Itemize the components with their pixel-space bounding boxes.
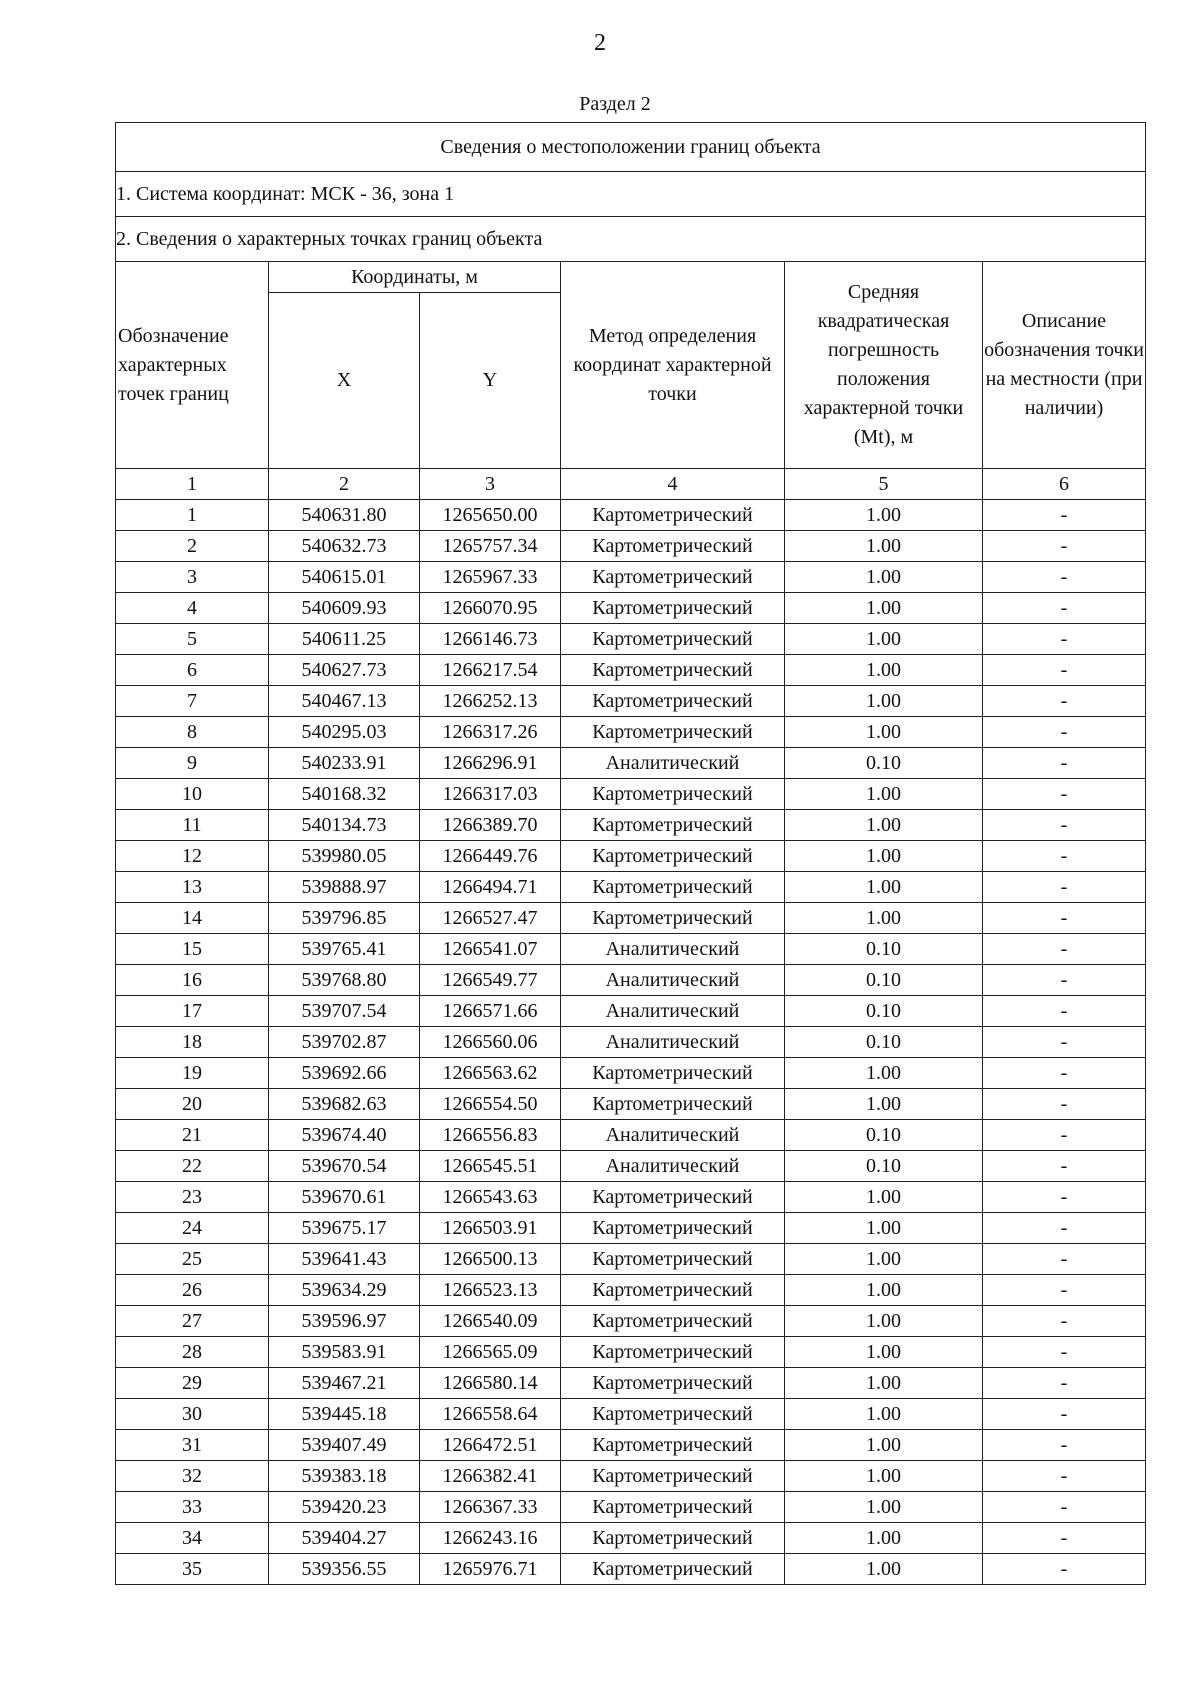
cell-y: 1266389.70 bbox=[420, 810, 561, 841]
cell-error: 1.00 bbox=[785, 562, 983, 593]
cell-point-number: 16 bbox=[116, 965, 269, 996]
cell-x: 539420.23 bbox=[269, 1492, 420, 1523]
cell-error: 1.00 bbox=[785, 1337, 983, 1368]
cell-y: 1265650.00 bbox=[420, 500, 561, 531]
page-number: 2 bbox=[594, 30, 606, 56]
column-number: 3 bbox=[420, 469, 561, 500]
cell-y: 1266558.64 bbox=[420, 1399, 561, 1430]
cell-method: Картометрический bbox=[561, 810, 785, 841]
cell-description: - bbox=[983, 934, 1146, 965]
cell-error: 1.00 bbox=[785, 1306, 983, 1337]
boundary-points-table bbox=[115, 122, 1146, 1585]
table-row bbox=[116, 1306, 1146, 1337]
cell-method: Картометрический bbox=[561, 717, 785, 748]
cell-x: 540134.73 bbox=[269, 810, 420, 841]
cell-point-number: 6 bbox=[116, 655, 269, 686]
cell-description: - bbox=[983, 779, 1146, 810]
cell-method: Картометрический bbox=[561, 624, 785, 655]
cell-y: 1266472.51 bbox=[420, 1430, 561, 1461]
cell-error: 1.00 bbox=[785, 1058, 983, 1089]
cell-method: Картометрический bbox=[561, 1399, 785, 1430]
cell-point-number: 29 bbox=[116, 1368, 269, 1399]
cell-error: 1.00 bbox=[785, 500, 983, 531]
cell-method: Картометрический bbox=[561, 500, 785, 531]
cell-description: - bbox=[983, 1492, 1146, 1523]
section-label: Раздел 2 bbox=[579, 93, 651, 115]
cell-point-number: 2 bbox=[116, 531, 269, 562]
cell-x: 539407.49 bbox=[269, 1430, 420, 1461]
cell-y: 1266296.91 bbox=[420, 748, 561, 779]
header-description: Описание обозначения точки на местности (при наличии) bbox=[983, 262, 1146, 469]
cell-error: 1.00 bbox=[785, 903, 983, 934]
table-row bbox=[116, 1523, 1146, 1554]
cell-description: - bbox=[983, 810, 1146, 841]
cell-x: 540611.25 bbox=[269, 624, 420, 655]
table-row bbox=[116, 655, 1146, 686]
cell-error: 1.00 bbox=[785, 810, 983, 841]
table-row bbox=[116, 686, 1146, 717]
cell-y: 1266317.26 bbox=[420, 717, 561, 748]
cell-x: 540632.73 bbox=[269, 531, 420, 562]
cell-method: Картометрический bbox=[561, 1213, 785, 1244]
cell-x: 539404.27 bbox=[269, 1523, 420, 1554]
cell-method: Картометрический bbox=[561, 1492, 785, 1523]
cell-description: - bbox=[983, 1244, 1146, 1275]
cell-error: 1.00 bbox=[785, 531, 983, 562]
cell-y: 1265757.34 bbox=[420, 531, 561, 562]
cell-method: Картометрический bbox=[561, 531, 785, 562]
cell-error: 1.00 bbox=[785, 1554, 983, 1585]
header-x: X bbox=[269, 293, 420, 469]
cell-x: 539692.66 bbox=[269, 1058, 420, 1089]
cell-error: 0.10 bbox=[785, 1151, 983, 1182]
table-row bbox=[116, 841, 1146, 872]
points-heading: 2. Сведения о характерных точках границ объекта bbox=[116, 217, 1146, 262]
cell-x: 539702.87 bbox=[269, 1027, 420, 1058]
cell-error: 1.00 bbox=[785, 1461, 983, 1492]
table-row bbox=[116, 531, 1146, 562]
cell-y: 1266243.16 bbox=[420, 1523, 561, 1554]
cell-y: 1266523.13 bbox=[420, 1275, 561, 1306]
cell-x: 539765.41 bbox=[269, 934, 420, 965]
cell-point-number: 12 bbox=[116, 841, 269, 872]
cell-x: 539768.80 bbox=[269, 965, 420, 996]
cell-error: 1.00 bbox=[785, 1523, 983, 1554]
cell-description: - bbox=[983, 1027, 1146, 1058]
table-row bbox=[116, 1151, 1146, 1182]
cell-y: 1266545.51 bbox=[420, 1151, 561, 1182]
cell-description: - bbox=[983, 562, 1146, 593]
cell-x: 540295.03 bbox=[269, 717, 420, 748]
cell-error: 1.00 bbox=[785, 1275, 983, 1306]
cell-x: 539796.85 bbox=[269, 903, 420, 934]
cell-point-number: 15 bbox=[116, 934, 269, 965]
cell-error: 1.00 bbox=[785, 593, 983, 624]
cell-method: Картометрический bbox=[561, 1430, 785, 1461]
cell-method: Аналитический bbox=[561, 965, 785, 996]
cell-description: - bbox=[983, 1058, 1146, 1089]
table-row bbox=[116, 717, 1146, 748]
cell-x: 539383.18 bbox=[269, 1461, 420, 1492]
table-row bbox=[116, 779, 1146, 810]
cell-y: 1266541.07 bbox=[420, 934, 561, 965]
cell-method: Картометрический bbox=[561, 1523, 785, 1554]
cell-y: 1266252.13 bbox=[420, 686, 561, 717]
table-row bbox=[116, 1120, 1146, 1151]
cell-method: Картометрический bbox=[561, 1244, 785, 1275]
cell-error: 1.00 bbox=[785, 1089, 983, 1120]
header-y: Y bbox=[420, 293, 561, 469]
cell-error: 1.00 bbox=[785, 1244, 983, 1275]
cell-error: 1.00 bbox=[785, 686, 983, 717]
cell-description: - bbox=[983, 686, 1146, 717]
header-error: Средняя квадратическая погрешность положения характерной точки (Mt), м bbox=[785, 262, 983, 469]
cell-error: 1.00 bbox=[785, 655, 983, 686]
table-row bbox=[116, 562, 1146, 593]
cell-description: - bbox=[983, 1120, 1146, 1151]
cell-description: - bbox=[983, 1213, 1146, 1244]
cell-description: - bbox=[983, 655, 1146, 686]
cell-point-number: 11 bbox=[116, 810, 269, 841]
table-row bbox=[116, 965, 1146, 996]
cell-x: 540467.13 bbox=[269, 686, 420, 717]
cell-point-number: 14 bbox=[116, 903, 269, 934]
table-row bbox=[116, 810, 1146, 841]
cell-point-number: 22 bbox=[116, 1151, 269, 1182]
coord-system: 1. Система координат: МСК - 36, зона 1 bbox=[116, 172, 1146, 217]
cell-y: 1266543.63 bbox=[420, 1182, 561, 1213]
cell-y: 1266494.71 bbox=[420, 872, 561, 903]
cell-error: 1.00 bbox=[785, 872, 983, 903]
cell-method: Картометрический bbox=[561, 655, 785, 686]
column-number: 2 bbox=[269, 469, 420, 500]
cell-description: - bbox=[983, 624, 1146, 655]
cell-point-number: 31 bbox=[116, 1430, 269, 1461]
cell-method: Картометрический bbox=[561, 593, 785, 624]
cell-method: Картометрический bbox=[561, 1182, 785, 1213]
cell-error: 0.10 bbox=[785, 748, 983, 779]
cell-error: 1.00 bbox=[785, 624, 983, 655]
cell-x: 539641.43 bbox=[269, 1244, 420, 1275]
table-row bbox=[116, 934, 1146, 965]
cell-y: 1266571.66 bbox=[420, 996, 561, 1027]
cell-method: Картометрический bbox=[561, 779, 785, 810]
cell-description: - bbox=[983, 1275, 1146, 1306]
cell-x: 539707.54 bbox=[269, 996, 420, 1027]
column-number-row bbox=[116, 469, 1146, 500]
cell-point-number: 28 bbox=[116, 1337, 269, 1368]
cell-method: Картометрический bbox=[561, 686, 785, 717]
table-row bbox=[116, 593, 1146, 624]
cell-point-number: 27 bbox=[116, 1306, 269, 1337]
cell-error: 1.00 bbox=[785, 779, 983, 810]
cell-x: 539467.21 bbox=[269, 1368, 420, 1399]
column-number: 1 bbox=[116, 469, 269, 500]
cell-point-number: 35 bbox=[116, 1554, 269, 1585]
cell-point-number: 24 bbox=[116, 1213, 269, 1244]
cell-error: 0.10 bbox=[785, 965, 983, 996]
cell-y: 1266527.47 bbox=[420, 903, 561, 934]
cell-error: 0.10 bbox=[785, 934, 983, 965]
column-number: 5 bbox=[785, 469, 983, 500]
cell-y: 1266563.62 bbox=[420, 1058, 561, 1089]
table-row bbox=[116, 1089, 1146, 1120]
cell-point-number: 33 bbox=[116, 1492, 269, 1523]
cell-description: - bbox=[983, 748, 1146, 779]
cell-description: - bbox=[983, 1399, 1146, 1430]
cell-y: 1266554.50 bbox=[420, 1089, 561, 1120]
cell-x: 540609.93 bbox=[269, 593, 420, 624]
table-row bbox=[116, 624, 1146, 655]
cell-error: 1.00 bbox=[785, 1399, 983, 1430]
cell-method: Картометрический bbox=[561, 1554, 785, 1585]
cell-point-number: 21 bbox=[116, 1120, 269, 1151]
cell-x: 539888.97 bbox=[269, 872, 420, 903]
cell-method: Аналитический bbox=[561, 1120, 785, 1151]
cell-method: Аналитический bbox=[561, 1027, 785, 1058]
cell-y: 1266560.06 bbox=[420, 1027, 561, 1058]
cell-error: 0.10 bbox=[785, 1120, 983, 1151]
cell-description: - bbox=[983, 841, 1146, 872]
cell-y: 1266565.09 bbox=[420, 1337, 561, 1368]
cell-point-number: 5 bbox=[116, 624, 269, 655]
cell-x: 540168.32 bbox=[269, 779, 420, 810]
cell-x: 539583.91 bbox=[269, 1337, 420, 1368]
table-row bbox=[116, 1337, 1146, 1368]
cell-x: 539980.05 bbox=[269, 841, 420, 872]
cell-method: Картометрический bbox=[561, 1275, 785, 1306]
cell-description: - bbox=[983, 1151, 1146, 1182]
table-row bbox=[116, 903, 1146, 934]
cell-y: 1266146.73 bbox=[420, 624, 561, 655]
cell-y: 1266556.83 bbox=[420, 1120, 561, 1151]
cell-y: 1265976.71 bbox=[420, 1554, 561, 1585]
table-row bbox=[116, 1461, 1146, 1492]
header-method: Метод определения координат характерной точки bbox=[561, 262, 785, 469]
table-row bbox=[116, 1244, 1146, 1275]
table-row bbox=[116, 996, 1146, 1027]
cell-method: Картометрический bbox=[561, 1058, 785, 1089]
cell-description: - bbox=[983, 531, 1146, 562]
table-row bbox=[116, 1027, 1146, 1058]
cell-x: 540615.01 bbox=[269, 562, 420, 593]
cell-method: Аналитический bbox=[561, 1151, 785, 1182]
header-designation: Обозначение характерных точек границ bbox=[116, 262, 269, 469]
cell-x: 539675.17 bbox=[269, 1213, 420, 1244]
table-row bbox=[116, 1275, 1146, 1306]
cell-description: - bbox=[983, 1554, 1146, 1585]
cell-description: - bbox=[983, 1430, 1146, 1461]
cell-method: Аналитический bbox=[561, 996, 785, 1027]
cell-y: 1266382.41 bbox=[420, 1461, 561, 1492]
cell-error: 1.00 bbox=[785, 841, 983, 872]
table-title: Сведения о местоположении границ объекта bbox=[116, 123, 1146, 172]
cell-y: 1266449.76 bbox=[420, 841, 561, 872]
cell-y: 1266317.03 bbox=[420, 779, 561, 810]
cell-point-number: 30 bbox=[116, 1399, 269, 1430]
cell-method: Картометрический bbox=[561, 1337, 785, 1368]
cell-point-number: 19 bbox=[116, 1058, 269, 1089]
table-row bbox=[116, 1399, 1146, 1430]
cell-x: 539634.29 bbox=[269, 1275, 420, 1306]
cell-x: 539674.40 bbox=[269, 1120, 420, 1151]
cell-x: 539670.61 bbox=[269, 1182, 420, 1213]
cell-y: 1266580.14 bbox=[420, 1368, 561, 1399]
table-row bbox=[116, 1058, 1146, 1089]
cell-method: Картометрический bbox=[561, 903, 785, 934]
cell-x: 540233.91 bbox=[269, 748, 420, 779]
cell-point-number: 26 bbox=[116, 1275, 269, 1306]
cell-y: 1266503.91 bbox=[420, 1213, 561, 1244]
cell-description: - bbox=[983, 593, 1146, 624]
cell-x: 539682.63 bbox=[269, 1089, 420, 1120]
cell-method: Картометрический bbox=[561, 1461, 785, 1492]
cell-error: 1.00 bbox=[785, 1430, 983, 1461]
cell-error: 1.00 bbox=[785, 1368, 983, 1399]
cell-x: 539356.55 bbox=[269, 1554, 420, 1585]
cell-description: - bbox=[983, 1089, 1146, 1120]
table-row bbox=[116, 1430, 1146, 1461]
cell-method: Картометрический bbox=[561, 841, 785, 872]
cell-point-number: 10 bbox=[116, 779, 269, 810]
cell-error: 1.00 bbox=[785, 1492, 983, 1523]
cell-description: - bbox=[983, 1523, 1146, 1554]
cell-description: - bbox=[983, 500, 1146, 531]
cell-method: Аналитический bbox=[561, 748, 785, 779]
table-row bbox=[116, 1213, 1146, 1244]
cell-error: 1.00 bbox=[785, 717, 983, 748]
column-number: 4 bbox=[561, 469, 785, 500]
table-row bbox=[116, 500, 1146, 531]
cell-description: - bbox=[983, 965, 1146, 996]
cell-error: 1.00 bbox=[785, 1182, 983, 1213]
cell-point-number: 20 bbox=[116, 1089, 269, 1120]
table-row bbox=[116, 1368, 1146, 1399]
cell-x: 539596.97 bbox=[269, 1306, 420, 1337]
cell-point-number: 13 bbox=[116, 872, 269, 903]
cell-method: Картометрический bbox=[561, 872, 785, 903]
table-row bbox=[116, 872, 1146, 903]
cell-y: 1266217.54 bbox=[420, 655, 561, 686]
cell-y: 1266367.33 bbox=[420, 1492, 561, 1523]
table-row bbox=[116, 1182, 1146, 1213]
cell-x: 540631.80 bbox=[269, 500, 420, 531]
table-row bbox=[116, 1554, 1146, 1585]
cell-description: - bbox=[983, 903, 1146, 934]
header-coordinates: Координаты, м bbox=[269, 262, 561, 293]
cell-point-number: 34 bbox=[116, 1523, 269, 1554]
cell-description: - bbox=[983, 1461, 1146, 1492]
cell-method: Картометрический bbox=[561, 1368, 785, 1399]
cell-x: 540627.73 bbox=[269, 655, 420, 686]
cell-description: - bbox=[983, 1337, 1146, 1368]
cell-error: 1.00 bbox=[785, 1213, 983, 1244]
cell-description: - bbox=[983, 1182, 1146, 1213]
cell-point-number: 25 bbox=[116, 1244, 269, 1275]
cell-description: - bbox=[983, 996, 1146, 1027]
cell-error: 0.10 bbox=[785, 1027, 983, 1058]
cell-y: 1266549.77 bbox=[420, 965, 561, 996]
cell-description: - bbox=[983, 1368, 1146, 1399]
cell-point-number: 8 bbox=[116, 717, 269, 748]
cell-y: 1266500.13 bbox=[420, 1244, 561, 1275]
cell-y: 1266540.09 bbox=[420, 1306, 561, 1337]
cell-point-number: 23 bbox=[116, 1182, 269, 1213]
column-number: 6 bbox=[983, 469, 1146, 500]
cell-point-number: 4 bbox=[116, 593, 269, 624]
cell-point-number: 9 bbox=[116, 748, 269, 779]
cell-point-number: 1 bbox=[116, 500, 269, 531]
table-row bbox=[116, 1492, 1146, 1523]
cell-y: 1266070.95 bbox=[420, 593, 561, 624]
cell-description: - bbox=[983, 872, 1146, 903]
cell-method: Картометрический bbox=[561, 1089, 785, 1120]
cell-method: Аналитический bbox=[561, 934, 785, 965]
cell-point-number: 18 bbox=[116, 1027, 269, 1058]
cell-point-number: 3 bbox=[116, 562, 269, 593]
cell-method: Картометрический bbox=[561, 1306, 785, 1337]
cell-x: 539670.54 bbox=[269, 1151, 420, 1182]
cell-description: - bbox=[983, 717, 1146, 748]
cell-point-number: 7 bbox=[116, 686, 269, 717]
cell-point-number: 17 bbox=[116, 996, 269, 1027]
cell-description: - bbox=[983, 1306, 1146, 1337]
table-row bbox=[116, 748, 1146, 779]
cell-point-number: 32 bbox=[116, 1461, 269, 1492]
cell-error: 0.10 bbox=[785, 996, 983, 1027]
cell-method: Картометрический bbox=[561, 562, 785, 593]
cell-y: 1265967.33 bbox=[420, 562, 561, 593]
cell-x: 539445.18 bbox=[269, 1399, 420, 1430]
